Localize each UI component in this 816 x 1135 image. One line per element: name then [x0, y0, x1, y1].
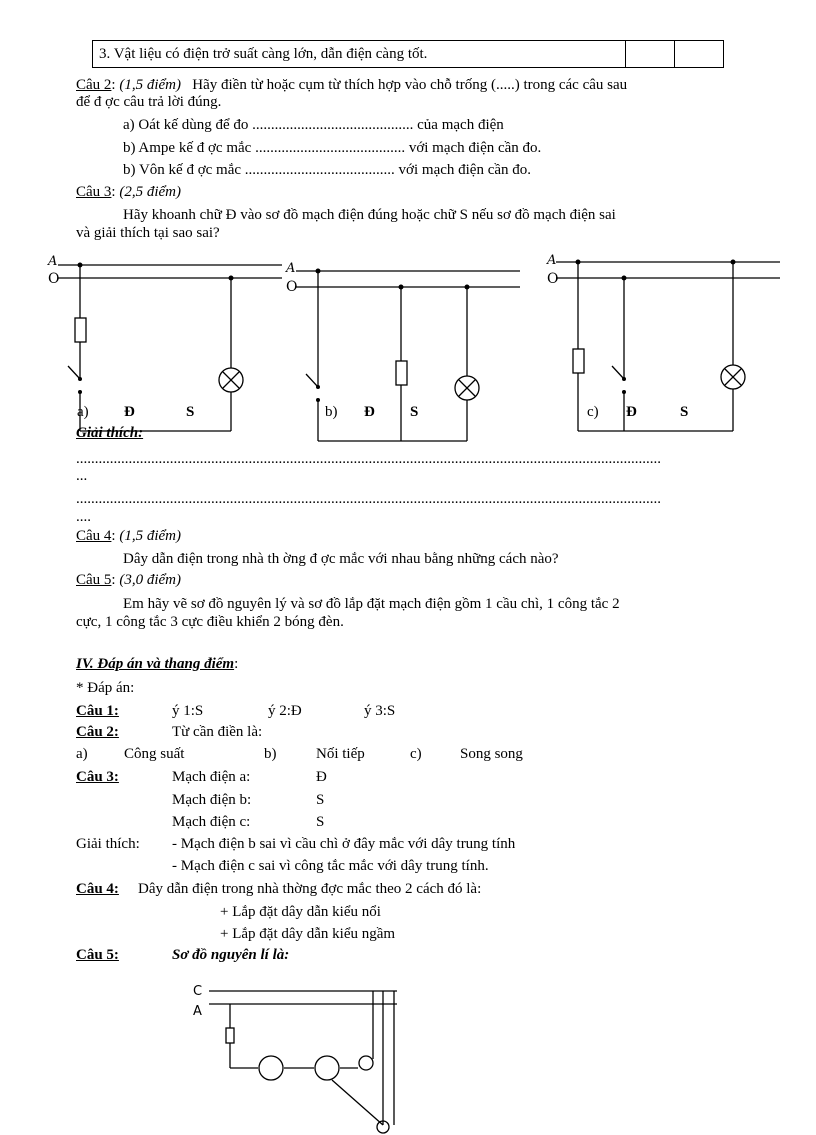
q5-prompt-line1: Em hãy vẽ sơ đồ nguyên lý và sơ đồ lắp đặt mạch điện gồm 1 cầu chì, 1 công tắc 2 [123, 596, 620, 612]
circuit-c-label: c) [587, 404, 599, 420]
lamp-icon [315, 1056, 339, 1080]
circuit-a-line-o: O [48, 271, 60, 287]
q2-points: (1,5 điểm) [119, 77, 181, 93]
ans-c3-label: Câu 3: [76, 769, 119, 785]
circuit-a-line-a: A [48, 254, 58, 269]
ans-c3-row-a-name: Mạch điện a: [172, 769, 251, 785]
q4-label: Câu 4 [76, 528, 112, 544]
q3-explain-label: Giải thích: [76, 425, 144, 441]
ans-c2-c-val: Song song [460, 746, 523, 762]
ans-c2-intro: Từ cần điền là: [172, 724, 263, 740]
q3-prompt-line2: và giải thích tại sao sai? [76, 225, 220, 241]
fuse-icon [573, 349, 584, 373]
ans-c3-row-a-val: Đ [316, 769, 327, 785]
circuit-b [285, 261, 520, 441]
circuit-b-line-a: A [286, 261, 296, 276]
answers-heading: IV. Đáp án và thang điểm: [76, 656, 239, 672]
switch-icon [332, 1080, 383, 1125]
q2-header: Câu 2: (1,5 điểm) Hãy điền từ hoặc cụm từ thích hợp vào chỗ trống (.....) trong các câu sau [76, 77, 628, 93]
principle-schematic [0, 975, 816, 1135]
circuit-diagrams [0, 245, 816, 445]
circuit-c-line-o: O [547, 271, 559, 287]
ans-c1-y2: ý 2:Đ [268, 703, 302, 719]
circuit-c-line-a: A [547, 253, 557, 268]
q2-prompt-line1: Hãy điền từ hoặc cụm từ thích hợp vào chỗ trống (.....) trong các câu sau [192, 77, 628, 93]
q3-prompt-line1: Hãy khoanh chữ Đ vào sơ đồ mạch điện đúng hoặc chữ S nếu sơ đồ mạch điện sai [123, 207, 616, 223]
fuse-icon [75, 318, 86, 342]
fuse-icon [396, 361, 407, 385]
table-cell-statement [93, 41, 626, 67]
ans-c3-explain-label: Giải thích: [76, 836, 140, 852]
q2-prompt-line2: để đ ợc câu trả lời đúng. [76, 94, 222, 110]
q4-header: Câu 4: (1,5 điểm) [76, 528, 181, 544]
q2-label: Câu 2 [76, 77, 112, 93]
ans-c1-y3: ý 3:S [364, 703, 396, 719]
ans-c3-row-c-val: S [316, 814, 325, 830]
q4-points: (1,5 điểm) [119, 528, 181, 544]
ans-c4-item-1: + Lắp đặt dây dẫn kiểu nổi [220, 904, 381, 920]
circuit-a [47, 254, 282, 431]
ans-c2-label: Câu 2: [76, 724, 119, 740]
q3-answer-dotline-2: ............................................................................................................................................................ [76, 491, 661, 507]
q3-label: Câu 3 [76, 184, 112, 200]
switch-icon [612, 366, 624, 379]
ans-c2-b-val: Nối tiếp [316, 746, 365, 762]
q3-answer-dotline-1-end: ... [76, 468, 88, 484]
q3-answer-dotline-1: ............................................................................................................................................................ [76, 451, 661, 467]
q5-prompt-line2: cực, 1 công tắc 3 cực điều khiển 2 bóng đèn. [76, 614, 344, 630]
q3-points: (2,5 điểm) [119, 184, 181, 200]
circuit-c-s: S [680, 404, 689, 420]
q2-item-a: a) Oát kế dùng để đo ........................................... của mạch điện [123, 117, 504, 133]
q5-points: (3,0 điểm) [119, 572, 181, 588]
circuit-a-s: S [186, 404, 195, 420]
circuit-b-label: b) [325, 404, 338, 420]
ans-c2-a-val: Công suất [124, 746, 185, 762]
ans-c3-explain-1: - Mạch điện b sai vì cầu chì ở đây mắc với dây trung tính [172, 836, 516, 852]
circuit-a-label: a) [77, 404, 89, 420]
ans-c4-label: Câu 4: [76, 881, 119, 897]
ans-c2-c-letter: c) [410, 746, 422, 762]
circuit-b-line-o: O [286, 279, 298, 295]
q5-label: Câu 5 [76, 572, 112, 588]
ans-c4-item-2: + Lắp đặt dây dẫn kiểu ngầm [220, 926, 396, 942]
ans-c1-y1: ý 1:S [172, 703, 204, 719]
table-statement-text: 3. Vật liệu có điện trở suất càng lớn, dẫn điện càng tốt. [99, 46, 428, 62]
switch-icon [68, 366, 80, 379]
circuit-b-d: Đ [364, 404, 375, 420]
ans-c2-a-letter: a) [76, 746, 88, 762]
q3-header: Câu 3: (2,5 điểm) [76, 184, 181, 200]
schematic-line-c: C [193, 984, 203, 999]
circuit-a-d: Đ [124, 404, 135, 420]
table-cell-answer-1 [626, 41, 675, 67]
lamp-icon [259, 1056, 283, 1080]
q2-item-b: b) Ampe kế đ ợc mắc ........................................ với mạch điện cần đo. [123, 140, 542, 156]
ans-c2-b-letter: b) [264, 746, 277, 762]
circuit-c-d: Đ [626, 404, 637, 420]
circuit-b-s: S [410, 404, 419, 420]
ans-c4-text: Dây dẫn điện trong nhà thờng đợc mắc theo 2 cách đó là: [138, 881, 482, 897]
schematic-line-a: A [193, 1004, 202, 1019]
answer-table-row [92, 40, 724, 68]
ans-c3-row-c-name: Mạch điện c: [172, 814, 251, 830]
ans-c3-row-b-val: S [316, 792, 325, 808]
q5-header: Câu 5: (3,0 điểm) [76, 572, 181, 588]
q3-answer-dotline-2-end: .... [76, 509, 91, 525]
ans-c5-label: Câu 5: [76, 947, 119, 963]
ans-c1-label: Câu 1: [76, 703, 119, 719]
switch-icon [359, 1056, 373, 1070]
switch-icon [306, 374, 318, 387]
ans-c3-explain-2: - Mạch điện c sai vì công tắc mắc với dây trung tính. [172, 858, 489, 874]
ans-c3-row-b-name: Mạch điện b: [172, 792, 252, 808]
answers-subheading: * Đáp án: [76, 680, 135, 696]
q2-item-c: b) Vôn kế đ ợc mắc ........................................ với mạch điện cần đo. [123, 162, 532, 178]
fuse-icon [226, 1028, 234, 1043]
q4-prompt: Dây dẫn điện trong nhà th ờng đ ợc mắc với nhau bằng những cách nào? [123, 551, 559, 567]
ans-c5-text: Sơ đồ nguyên lí là: [172, 947, 290, 963]
circuit-c [546, 253, 780, 431]
